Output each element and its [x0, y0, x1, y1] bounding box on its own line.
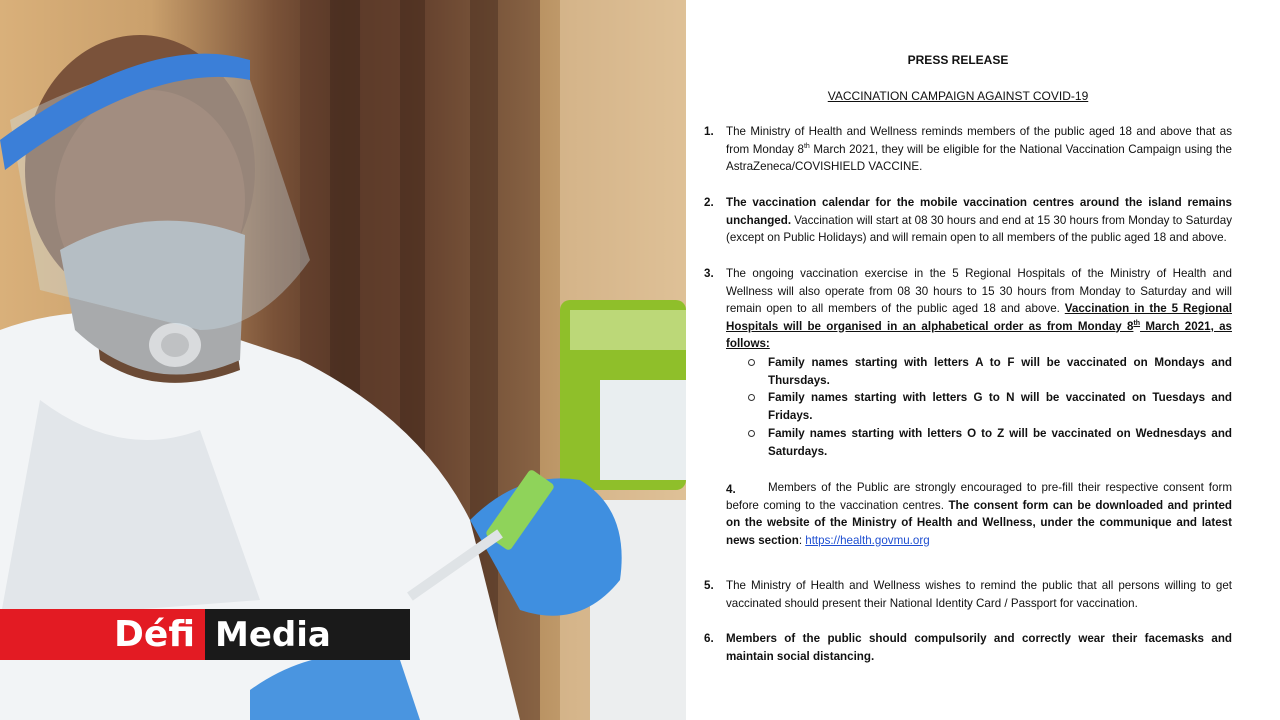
paragraph-3-sup: th [1133, 319, 1141, 327]
paragraph-1 [704, 123, 1232, 176]
paragraph-4-number: 4. [726, 483, 736, 496]
bullet-text: Family names starting with letters A to F will be vaccinated on Mondays and Thursdays. [768, 356, 1232, 387]
paragraph-5 [704, 577, 1232, 612]
paragraph-6-text: Members of the public should compulsorily and correctly wear their facemasks and maintain social distancing. [726, 632, 1232, 663]
press-release-document [686, 0, 1280, 720]
bullet-circle-icon [748, 359, 755, 366]
bullet-circle-icon [748, 394, 755, 401]
press-release-title: PRESS RELEASE [907, 53, 1009, 67]
press-release-subtitle: VACCINATION CAMPAIGN AGAINST COVID-19 [827, 89, 1089, 103]
paragraph-3-underlined-b: March 2021, as follows: [726, 319, 1232, 350]
defi-media-logo [0, 609, 410, 660]
bullet-text: Family names starting with letters O to Z will be vaccinated on Wednesdays and Saturdays. [768, 427, 1232, 458]
paragraph-4 [726, 479, 1232, 549]
bullet-g-to-n [768, 389, 1232, 424]
paragraph-2-bold: The vaccination calendar for the mobile vaccination centres around the island remains unchanged. [726, 196, 1232, 227]
paragraph-5-number: 5. [704, 579, 714, 592]
health-website-link[interactable]: https://health.govmu.org [805, 533, 930, 547]
paragraph-4-plain: Members of the Public are strongly encouraged to pre-fill their respective consent form before coming to the vaccination centres. [726, 481, 1232, 512]
paragraph-1-number: 1. [704, 125, 714, 138]
paragraph-4-bold: The consent form can be downloaded and printed on the website of the Ministry of Health and Wellness, under the communique and latest news section [726, 498, 1233, 547]
paragraph-1-sup: th [803, 142, 810, 150]
logo-defi-text: Défi [0, 609, 205, 660]
paragraph-4-colon: : [798, 533, 806, 547]
paragraph-5-text: The Ministry of Health and Wellness wishes to remind the public that all persons willing to get vaccinated should present their National Identity Card / Passport for vaccination. [726, 579, 1232, 610]
paragraph-3-underlined-a: Vaccination in the 5 Regional Hospitals will be organised in an alphabetical order as from Monday 8 [726, 302, 1232, 333]
paragraph-6-number: 6. [704, 632, 714, 645]
bullet-circle-icon [748, 430, 755, 437]
paragraph-3-plain: The ongoing vaccination exercise in the 5 Regional Hospitals of the Ministry of Health and Wellness will also operate from 08 30 hours to 15 30 hours from Monday to Saturday and will remain open to all members of the public aged 18 and above. [726, 267, 1232, 315]
paragraph-6 [704, 630, 1232, 665]
logo-media-text: Media [205, 609, 410, 660]
paragraph-3 [704, 265, 1232, 353]
paragraph-3-number: 3. [704, 267, 714, 280]
paragraph-2-rest: Vaccination will start at 08 30 hours and end at 15 30 hours from Monday to Saturday (except on Public Holidays) and will remain open to all members of the public aged 18 and above. [726, 213, 1232, 244]
paragraph-1-text-a: The Ministry of Health and Wellness reminds members of the public aged 18 and above that as from Monday 8 [726, 125, 1232, 156]
paragraph-2-number: 2. [704, 196, 714, 209]
paragraph-1-text-b: March 2021, they will be eligible for the National Vaccination Campaign using the AstraZeneca/COVISHIELD VACCINE. [726, 142, 1232, 173]
bullet-text: Family names starting with letters G to N will be vaccinated on Tuesdays and Fridays. [768, 391, 1232, 422]
bullet-o-to-z [768, 425, 1232, 460]
paragraph-2 [704, 194, 1232, 247]
bullet-a-to-f [768, 354, 1232, 389]
